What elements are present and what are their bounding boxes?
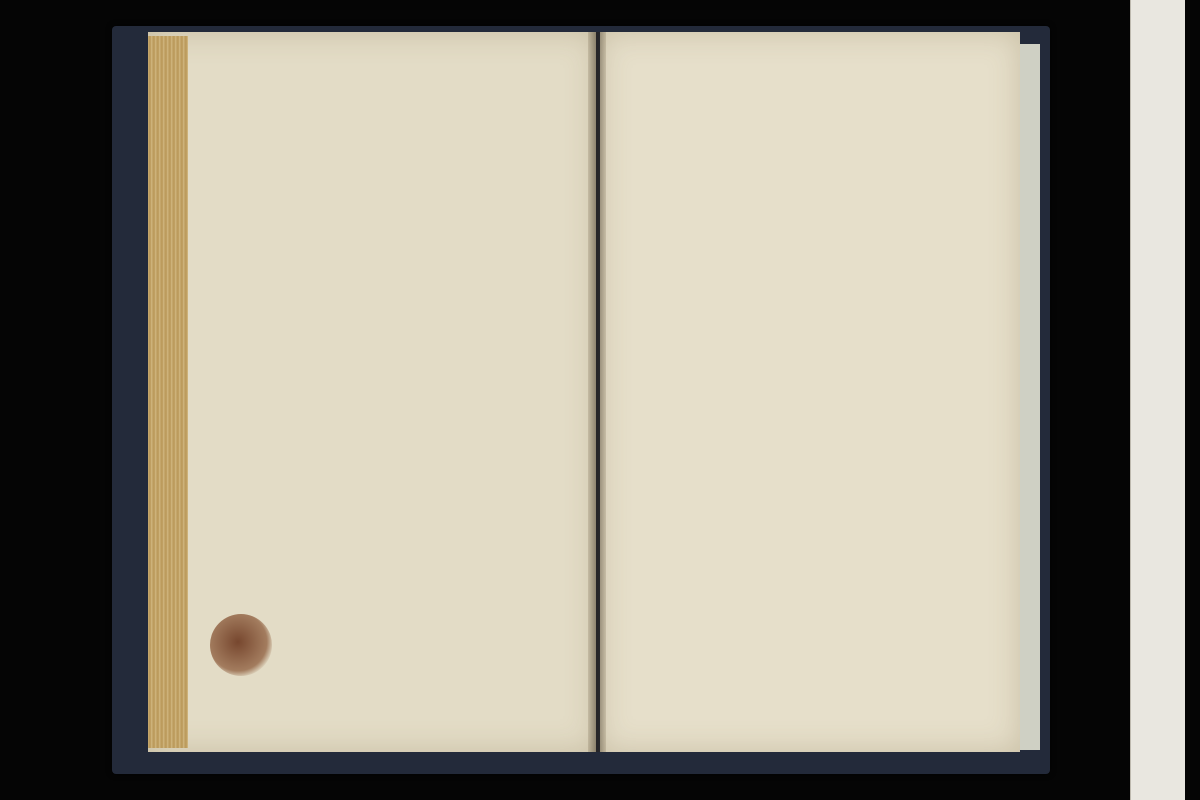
book-gutter bbox=[588, 32, 606, 752]
right-page bbox=[600, 32, 1020, 752]
ink-stain bbox=[210, 614, 272, 676]
page-edges bbox=[148, 36, 188, 748]
measurement-ruler bbox=[1130, 0, 1185, 800]
